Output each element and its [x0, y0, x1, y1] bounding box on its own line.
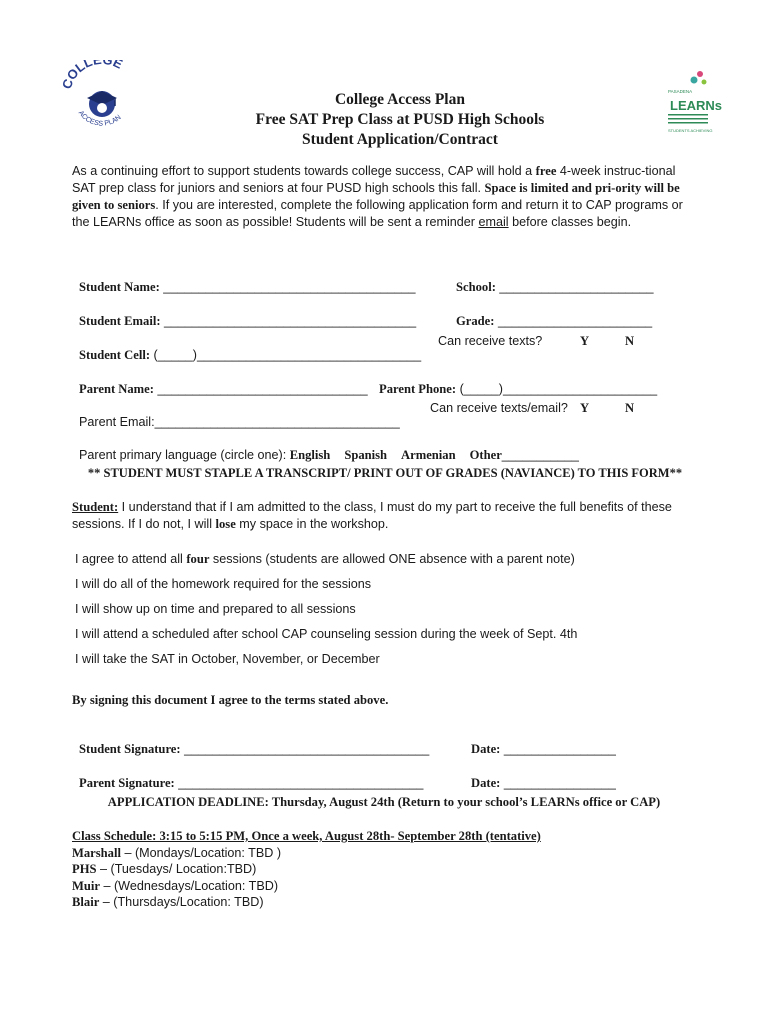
student-cell-label: Student Cell:	[79, 348, 151, 362]
language-option-english[interactable]: English	[289, 448, 331, 462]
parent-signature-field[interactable]	[72, 762, 423, 791]
intro-paragraph	[72, 163, 694, 231]
grade-line[interactable]: ______________________	[494, 314, 653, 328]
schedule-school: Marshall	[72, 845, 121, 860]
grade-label: Grade:	[456, 314, 495, 328]
schedule-school: PHS	[72, 862, 97, 876]
parent-date-field[interactable]	[464, 762, 616, 791]
parent-phone-field[interactable]	[372, 368, 657, 397]
student-signature-field[interactable]	[72, 728, 429, 757]
schedule-item	[72, 845, 541, 862]
title-line-3: Student Application/Contract	[302, 131, 498, 148]
parent-name-label: Parent Name:	[79, 382, 154, 396]
agreement-item: I will do all of the homework required for the sessions	[75, 577, 372, 591]
student-email-label: Student Email:	[79, 314, 161, 328]
agreement-1-bold: four	[186, 552, 210, 566]
language-label: Parent primary language (circle one):	[79, 448, 290, 462]
agreement-item: I will attend a scheduled after school CAP counseling session during the week of Sept. 4th	[75, 627, 578, 641]
schedule-heading: Class Schedule: 3:15 to 5:15 PM, Once a week, August 28th- September 28th (tentative)	[72, 829, 541, 843]
student-signature-label: Student Signature:	[79, 742, 181, 756]
parent-email-field[interactable]	[72, 401, 400, 429]
student-name-line[interactable]: ____________________________________	[159, 280, 416, 294]
agreement-1-text-2: sessions (students are allowed ONE absence with a parent note)	[209, 552, 575, 566]
texts-no-option[interactable]: N	[625, 334, 635, 348]
schedule-detail: – (Tuesdays/ Location:TBD)	[96, 862, 257, 876]
title-line-1: College Access Plan	[334, 91, 465, 108]
language-option-other[interactable]: Other	[469, 448, 502, 462]
application-deadline: APPLICATION DEADLINE: Thursday, August 24th (Return to your school’s LEARNs office or CAP)	[107, 795, 661, 809]
parent-name-line[interactable]: ______________________________	[153, 382, 368, 396]
parent-phone-label: Parent Phone:	[379, 382, 457, 396]
agreement-item: I will take the SAT in October, November, or December	[75, 652, 380, 666]
student-name-label: Student Name:	[79, 280, 160, 294]
student-date-field[interactable]	[464, 728, 616, 757]
agreement-1-text: I agree to attend all	[75, 552, 187, 566]
logo-right-main: LEARNs	[670, 98, 723, 113]
signing-statement: By signing this document I agree to the terms stated above.	[72, 693, 389, 707]
svg-text:COLLEGE	[62, 60, 125, 91]
transcript-notice: ** STUDENT MUST STAPLE A TRANSCRIPT/ PRINT OUT OF GRADES (NAVIANCE) TO THIS FORM**	[87, 466, 683, 480]
student-statement-text-2: my space in the workshop.	[235, 517, 389, 531]
intro-text-3: . If you are interested, complete the following application form and return it to CAP programs or the LEARNs office as soon as possible! Students will be sent a reminder	[72, 198, 683, 229]
student-email-field[interactable]	[72, 300, 416, 329]
logo-left-subtitle: ACCESS PLAN	[76, 109, 123, 128]
texts-yes-option[interactable]: Y	[580, 334, 590, 348]
intro-limited: Space is limited and pri-ority will be given to seniors	[72, 181, 680, 212]
parent-date-line[interactable]: ________________	[500, 776, 616, 790]
language-other-line[interactable]: ___________	[501, 448, 579, 462]
intro-email: email	[478, 215, 509, 229]
title-line-2: Free SAT Prep Class at PUSD High Schools	[255, 111, 545, 128]
student-name-field[interactable]	[72, 266, 415, 295]
schedule-item	[72, 894, 541, 911]
logo-right-bottom: STUDENTS ACHIEVING	[668, 128, 713, 133]
language-option-armenian[interactable]: Armenian	[401, 448, 456, 462]
parent-phone-line[interactable]: (_____)______________________	[456, 382, 658, 396]
agreement-item: I will show up on time and prepared to all sessions	[75, 602, 356, 616]
parent-name-field[interactable]	[72, 368, 368, 397]
student-email-line[interactable]: ____________________________________	[160, 314, 417, 328]
language-option-spanish[interactable]: Spanish	[344, 448, 388, 462]
schedule-detail: – (Wednesdays/Location: TBD)	[99, 878, 279, 893]
schedule-detail: – (Mondays/Location: TBD )	[120, 845, 282, 860]
logo-left-title: OLL E	[63, 60, 126, 83]
parent-signature-label: Parent Signature:	[79, 776, 175, 790]
school-label: School:	[456, 280, 496, 294]
texts-email-yes-option[interactable]: Y	[580, 401, 590, 415]
student-signature-line[interactable]: ___________________________________	[180, 742, 430, 756]
can-receive-texts-email-label: Can receive texts/email?	[430, 401, 568, 415]
student-statement-lose: lose	[215, 517, 236, 531]
intro-text-1: As a continuing effort to support students towards college success, CAP will hold a	[72, 164, 536, 178]
language-field	[72, 434, 579, 463]
schedule-detail: – (Thursdays/Location: TBD)	[99, 895, 264, 909]
texts-email-no-option[interactable]: N	[625, 401, 635, 415]
schedule-school: Blair	[72, 895, 100, 909]
parent-date-label: Date:	[471, 776, 501, 790]
parent-email-label: Parent Email:	[79, 415, 155, 429]
page-title	[200, 90, 600, 150]
student-date-line[interactable]: ________________	[500, 742, 616, 756]
student-statement-label: Student:	[72, 500, 119, 514]
logo-right-top: PASADENA	[668, 89, 693, 94]
schedule-item	[72, 878, 541, 895]
school-field[interactable]	[449, 266, 653, 295]
schedule-school: Muir	[72, 878, 100, 893]
student-statement-text-1: I understand that if I am admitted to the class, I must do my part to receive the full benefits of these sessions. If I do not, I will	[72, 500, 672, 531]
grade-field[interactable]	[449, 300, 652, 329]
student-cell-line[interactable]: (_____)________________________________	[150, 348, 422, 362]
graduation-cap-icon	[62, 60, 142, 140]
agreement-item	[75, 552, 575, 567]
intro-text-2: 4-week instruc-tional SAT prep class for juniors and seniors at four PUSD high schools this fall.	[72, 164, 676, 195]
student-date-label: Date:	[471, 742, 501, 756]
learns-logo	[664, 68, 723, 138]
can-receive-texts-label: Can receive texts?	[438, 334, 543, 348]
intro-free: free	[535, 164, 557, 178]
school-line[interactable]: ______________________	[495, 280, 654, 294]
parent-signature-line[interactable]: ___________________________________	[174, 776, 424, 790]
parent-email-line[interactable]: ___________________________________	[154, 415, 400, 429]
intro-text-4: before classes begin.	[508, 215, 632, 229]
college-access-plan-logo	[62, 60, 142, 140]
student-cell-field[interactable]	[72, 334, 421, 363]
schedule-item	[72, 861, 541, 878]
class-schedule	[72, 828, 541, 911]
student-statement	[72, 499, 692, 533]
